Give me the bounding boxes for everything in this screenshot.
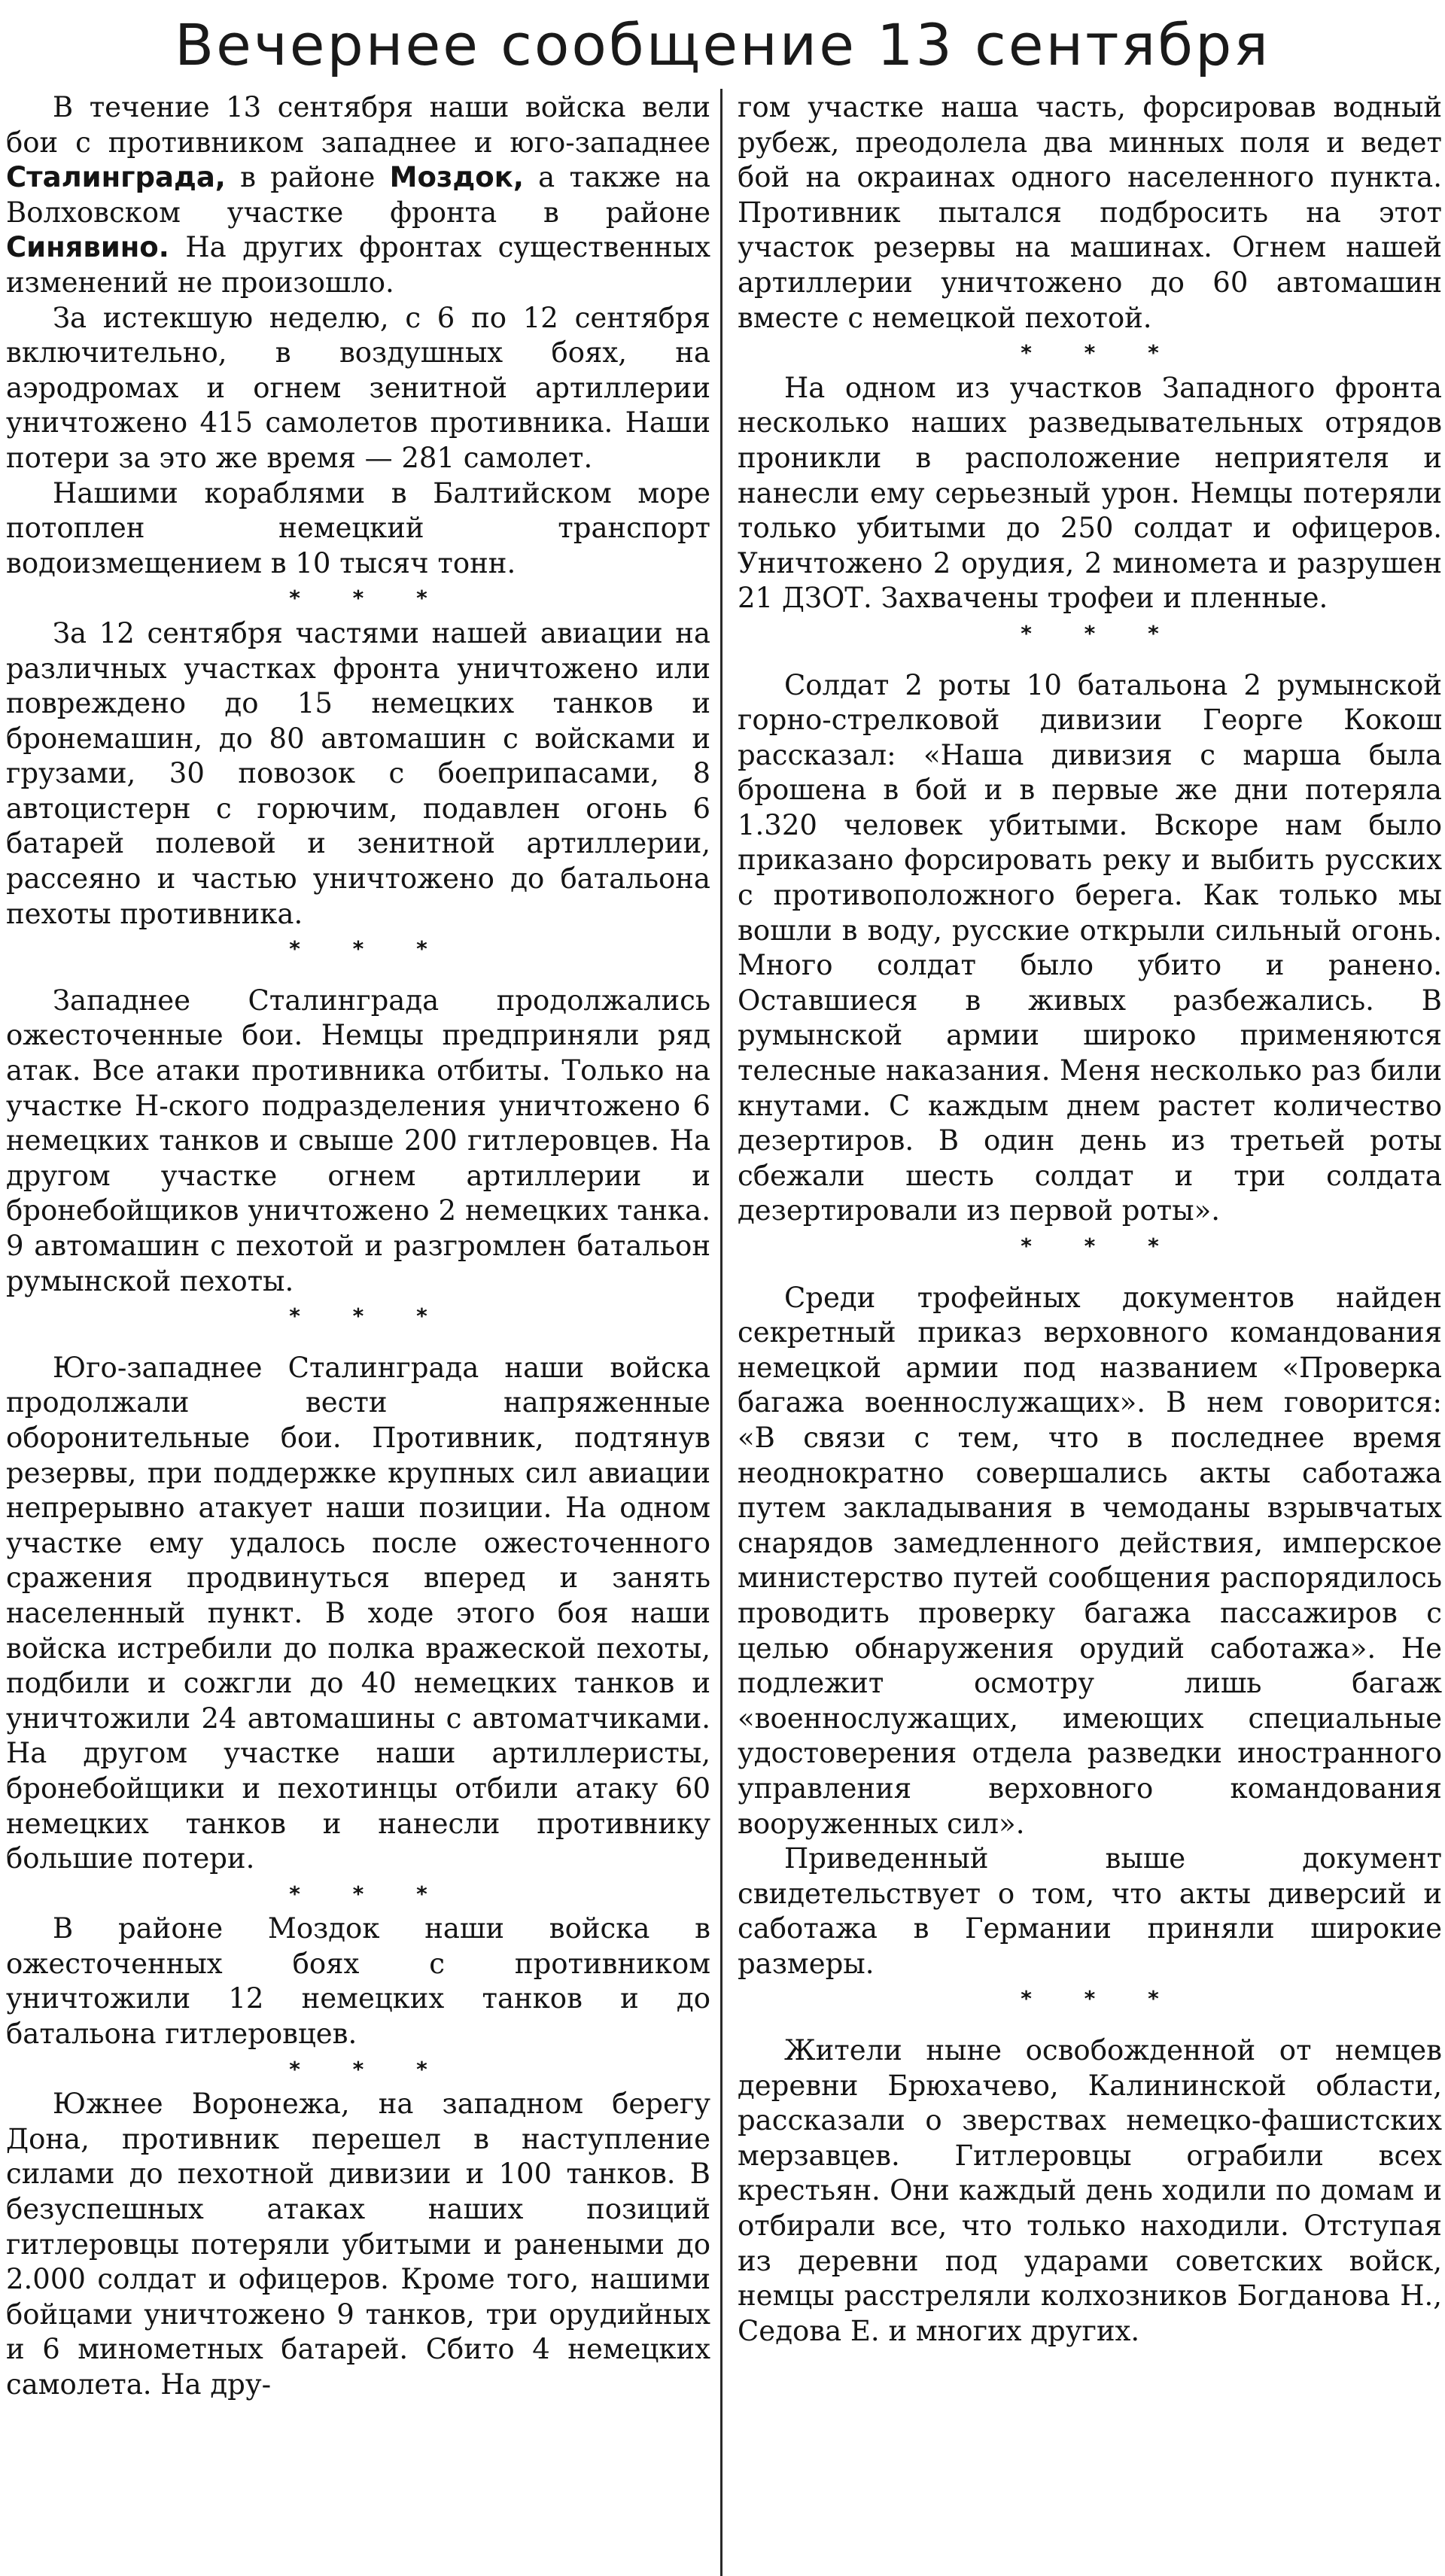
section-separator: * * * xyxy=(1021,1986,1182,2012)
paragraph-baltic: Нашими кораблями в Балтийском море потоплен немецкий транспорт водоизмещением в 10 тысяч тонн. xyxy=(6,476,710,579)
headline: Вечернее сообщение 13 сентября xyxy=(174,11,1271,78)
section-separator: * * * xyxy=(1021,620,1182,646)
section-separator: * * * xyxy=(289,2056,450,2082)
paragraph-summary: В течение 13 сентября наши войска вели бои с противником западнее и юго-западнее Сталинграда, в районе Моздок, а также на Волховском участке фронта в районе Синявино. На других фронтах существенных изменений не произошло. xyxy=(6,91,710,299)
section-separator: * * * xyxy=(289,1303,450,1329)
paragraph-sabotage: Приведенный выше документ свидетельствует о том, что акты диверсий и саботажа в Германии приняли широкие размеры. xyxy=(738,1842,1442,1980)
section-separator: * * * xyxy=(1021,340,1182,366)
right-column xyxy=(738,90,1442,2574)
section-separator: * * * xyxy=(289,936,450,962)
paragraph-mozdok: В районе Моздок наши войска в ожесточенных боях с противником уничтожили 12 немецких танков и до батальона гитлеровцев. xyxy=(6,1912,710,2051)
paragraph-aviation: За 12 сентября частями нашей авиации на различных участках фронта уничтожено или повреждено до 15 немецких танков и бронемашин, до 80 автомашин с войсками и грузами, 30 повозок с боеприпасами, 8 автоцистерн с горючим, подавлен огонь 6 батарей полевой и зенитной артиллерии, рассеяно и частью уничтожено до батальона пехоты противника. xyxy=(6,616,710,930)
section-separator: * * * xyxy=(1021,1233,1182,1258)
paragraph-voronezh: Южнее Воронежа, на западном берегу Дона, противник перешел в наступление силами до пехотной дивизии и 100 танков. В безуспешных атаках наших позиций гитлеровцы потеряли убитыми и ранеными до 2.000 солдат и офицеров. Кроме того, нашими бойцами уничтожено 9 танков, три орудийных и 6 минометных батарей. Сбито 4 немецких самолета. На дру- xyxy=(6,2088,710,2401)
paragraph-bryukhachevo: Жители ныне освобожденной от немцев деревни Брюхачево, Калининской области, рассказали о зверствах немецко-фашистских мерзавцев. Гитлеровцы ограбили всех крестьян. Они каждый день ходили по домам и отбирали все, что только находили. Отступая из деревни под ударами советских войск, немцы расстреляли колхозников Богданова Н., Седова Е. и многих других. xyxy=(738,2034,1442,2347)
paragraph-voronezh-continued: гом участке наша часть, форсировав водный рубеж, преодолела два минных поля и ведет бой на окраинах одного населенного пункта. Противник пытался подбросить на этот участок резервы на машинах. Огнем нашей артиллерии уничтожено до 60 автомашин вместе с немецкой пехотой. xyxy=(738,91,1442,334)
paragraph-western-front: На одном из участков Западного фронта несколько наших разведывательных отрядов проникли в расположение неприятеля и нанесли ему серьезный урон. Немцы потеряли только убитыми до 250 солдат и офицеров. Уничтожено 2 орудия, 2 миномета и разрушен 21 ДЗОТ. Захвачены трофеи и пленные. xyxy=(738,371,1442,615)
paragraph-trophy-documents: Среди трофейных документов найден секретный приказ верховного командования немецкой армии под названием «Проверка багажа военнослужащих». В нем говорится: «В связи с тем, что в последнее время неоднократно совершались акты саботажа путем закладывания в чемоданы взрывчатых снарядов замедленного действия, имперское министерство путей сообщения распорядилось проводить проверку багажа пассажиров с целью обнаружения орудий саботажа». Не подлежит осмотру лишь багаж «военнослужащих, имеющих специальные удостоверения отдела разведки иностранного управления верховного командования вооруженных сил». xyxy=(738,1281,1442,1840)
left-column xyxy=(6,90,710,2574)
paragraph-west-stalingrad: Западнее Сталинграда продолжались ожесточенные бои. Немцы предприняли ряд атак. Все атаки противника отбиты. Только на участке Н-ского подразделения уничтожено 6 немецких танков и свыше 200 гитлеровцев. На другом участке огнем артиллерии и бронебойщиков уничтожено 2 немецких танка. 9 автомашин с пехотой и разгромлен батальон румынской пехоты. xyxy=(6,984,710,1297)
column-divider xyxy=(720,89,722,2576)
paragraph-southwest-stalingrad: Юго-западнее Сталинграда наши войска продолжали вести напряженные оборонительные бои. Противник, подтянув резервы, при поддержке крупных сил авиации непрерывно атакует наши позиции. На одном участке ему удалось после ожесточенного сражения продвинуться вперед и занять населенный пункт. В ходе этого боя наши войска истребили до полка вражеской пехоты, подбили и сожгли до 40 немецких танков и уничтожили 24 автомашины с автоматчиками. На другом участке наши артиллеристы, бронебойщики и пехотинцы отбили атаку 60 немецких танков и нанесли противнику большие потери. xyxy=(6,1351,710,1875)
paragraph-romanian-soldier: Солдат 2 роты 10 батальона 2 румынской горно-стрелковой дивизии Георге Кокош рассказал: «Наша дивизия с марша была брошена в бой и в первые же дни потеряла 1.320 человек убитыми. Вскоре нам было приказано форсировать реку и выбить русских с противоположного берега. Как только мы вошли в воду, русские открыли сильный огонь. Много солдат было убито и ранено. Оставшиеся в живых разбежались. В румынской армии широко применяются телесные наказания. Меня несколько раз били кнутами. С каждым днем растет количество дезертиров. В один день из третьей роты сбежали шесть солдат и три солдата дезертировали из первой роты». xyxy=(738,668,1442,1227)
section-separator: * * * xyxy=(289,585,450,611)
section-separator: * * * xyxy=(289,1881,450,1906)
paragraph-air-losses: За истекшую неделю, с 6 по 12 сентября включительно, в воздушных боях, на аэродромах и огнем зенитной артиллерии уничтожено 415 самолетов противника. Наши потери за это же время — 281 самолет. xyxy=(6,301,710,474)
